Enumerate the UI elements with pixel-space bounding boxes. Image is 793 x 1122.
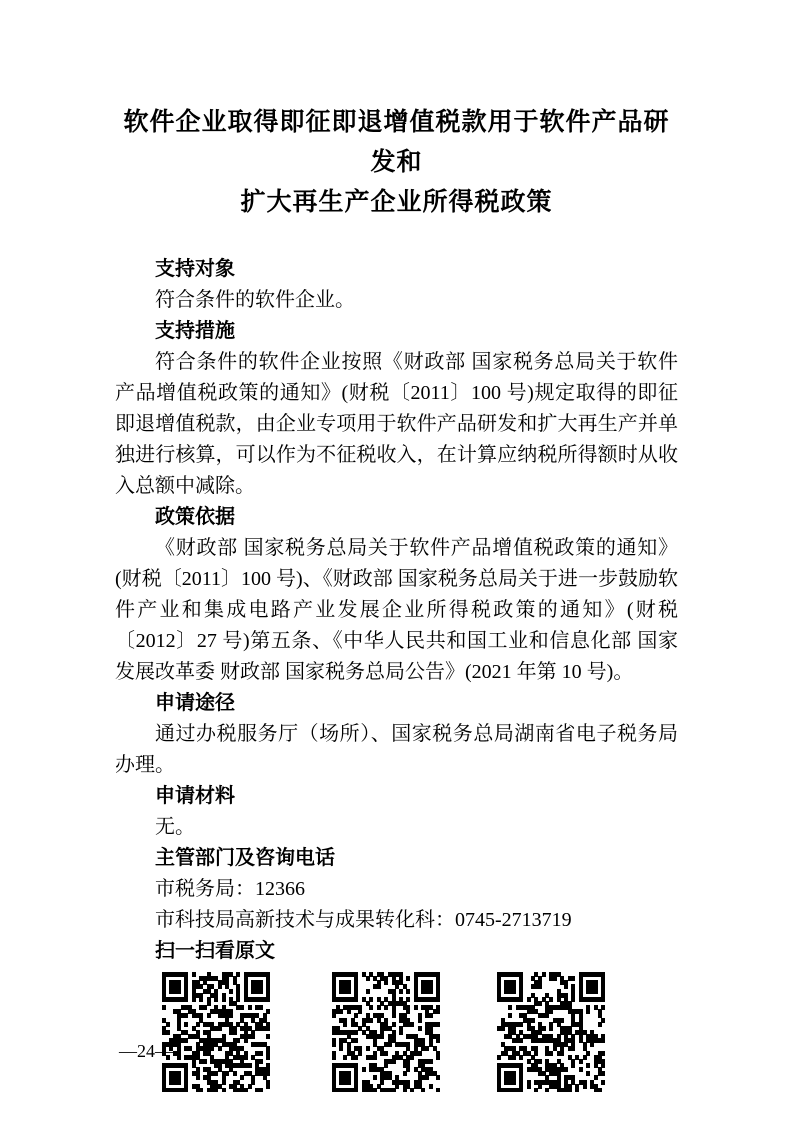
page-title [115, 103, 678, 223]
section-heading-support-measures: 支持措施 [155, 320, 235, 342]
page-title-line-1: 软件企业取得即征即退增值税款用于软件产品研发和 [123, 109, 670, 176]
page-number: —24— [119, 1041, 173, 1061]
qr-code-1 [162, 972, 270, 1092]
section-heading-contact: 主管部门及咨询电话 [155, 847, 335, 869]
paragraph: 无。 [155, 816, 195, 838]
qr-code-2 [332, 972, 440, 1092]
section-heading-scan-original: 扫一扫看原文 [155, 940, 275, 962]
qr-code-row [115, 972, 678, 1098]
paragraph: 《财政部 国家税务总局关于软件产品增值税政策的通知》(财税〔2011〕100 号)、《财政部 国家税务总局关于进一步鼓励软件产业和集成电路产业发展企业所得税政策的通知》(财税〔2012〕27 号)第五条、《中华人民共和国工业和信息化部 国家发展改革委 财政部 国家税务总局公告》(2021 年第 10 号)。 [115, 537, 678, 683]
paragraph: 通过办税服务厅（场所）、国家税务总局湖南省电子税务局办理。 [115, 723, 678, 776]
section-heading-policy-basis: 政策依据 [155, 506, 235, 528]
paragraph: 符合条件的软件企业。 [155, 289, 355, 311]
contact-line-tax-bureau: 市税务局：12366 [155, 878, 305, 900]
qr-code-3 [497, 972, 605, 1092]
section-heading-application-materials: 申请材料 [155, 785, 235, 807]
contact-line-science-bureau: 市科技局高新技术与成果转化科：0745-2713719 [155, 909, 572, 931]
page-title-line-2: 扩大再生产企业所得税政策 [240, 189, 553, 216]
section-heading-support-target: 支持对象 [155, 258, 235, 280]
paragraph: 符合条件的软件企业按照《财政部 国家税务总局关于软件产品增值税政策的通知》(财税〔2011〕100 号)规定取得的即征即退增值税款，由企业专项用于软件产品研发和扩大再生产并单独进行核算，可以作为不征税收入，在计算应纳税所得额时从收入总额中减除。 [115, 351, 678, 497]
section-heading-application-channel: 申请途径 [155, 692, 235, 714]
document-content [115, 103, 678, 1098]
